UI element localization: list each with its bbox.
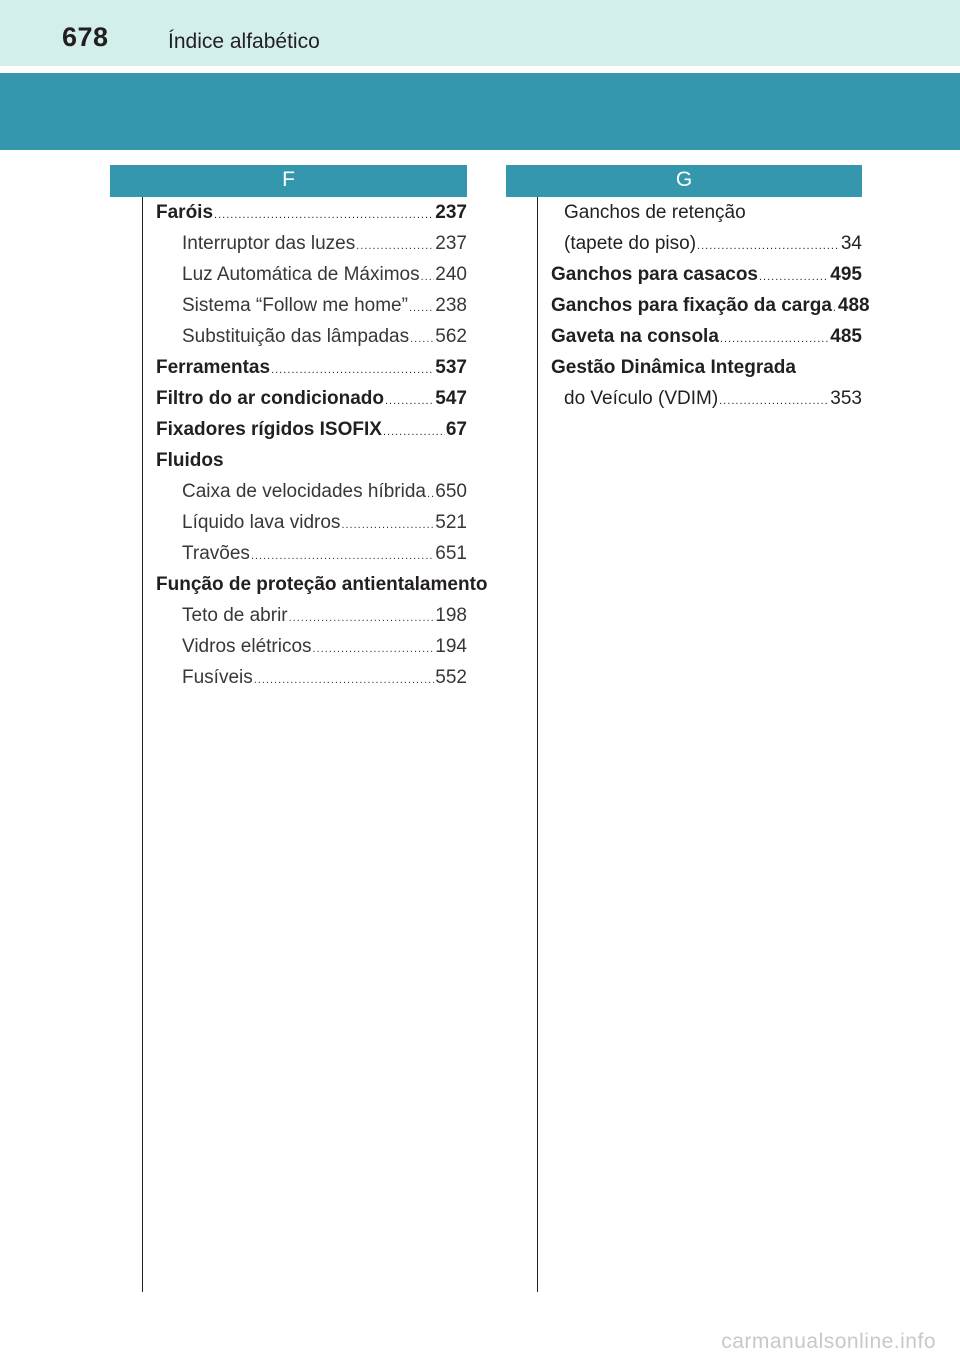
entry-label: Interruptor das luzes [182, 233, 356, 254]
dot-leader [356, 231, 434, 262]
dot-leader [341, 510, 434, 541]
dot-leader [427, 479, 434, 510]
entry-page-number: 562 [435, 326, 467, 347]
dot-leader [409, 293, 434, 324]
header-bar [0, 0, 960, 66]
entry-page-number: 495 [830, 264, 862, 285]
dot-leader [719, 386, 829, 417]
index-entry [156, 228, 467, 259]
entry-page-number: 353 [830, 388, 862, 409]
entry-page-number: 488 [837, 295, 870, 316]
dot-leader [251, 541, 434, 572]
entry-page-number: 67 [445, 419, 467, 440]
entry-page-number: 238 [435, 295, 467, 316]
dot-leader [697, 231, 840, 262]
entry-label: Fixadores rígidos ISOFIX [156, 419, 382, 440]
entry-label: Travões [182, 543, 250, 564]
index-entry [156, 290, 467, 321]
entry-page-number: 240 [435, 264, 467, 285]
dot-leader [271, 355, 434, 386]
entry-label: Sistema “Follow me home” [182, 295, 408, 316]
entry-label: Ferramentas [156, 357, 271, 378]
page-number: 678 [62, 22, 109, 52]
entry-label: Filtro do ar condicionado [156, 388, 384, 409]
page-title: Índice alfabético [168, 30, 320, 53]
dot-leader [720, 324, 829, 355]
entry-page-number: 194 [435, 636, 467, 657]
entry-label: Luz Automática de Máximos [182, 264, 420, 285]
entry-page-number: 547 [435, 388, 467, 409]
index-entry [551, 259, 862, 290]
entry-label: Ganchos para casacos [551, 264, 758, 285]
entry-page-number: 521 [435, 512, 467, 533]
entry-label: Teto de abrir [182, 605, 288, 626]
index-entry [156, 321, 467, 352]
index-entry [551, 352, 862, 383]
index-entry [156, 662, 467, 693]
section-header-g: G [506, 165, 862, 197]
dot-leader [383, 417, 445, 448]
index-entry [156, 259, 467, 290]
entry-label: Fluidos [156, 450, 224, 471]
entry-page-number: 34 [840, 233, 862, 254]
index-entry [156, 600, 467, 631]
index-entry [156, 414, 467, 445]
index-entry [551, 290, 870, 321]
index-column-g [551, 197, 870, 414]
entry-label: Substituição das lâmpadas [182, 326, 410, 347]
dot-leader [759, 262, 829, 293]
column-rule-f [142, 197, 143, 1292]
index-column-f [156, 197, 488, 693]
entry-page-number: 485 [830, 326, 862, 347]
entry-page-number: 237 [435, 233, 467, 254]
dot-leader [410, 324, 434, 355]
index-entry [156, 383, 467, 414]
entry-page-number: 650 [435, 481, 467, 502]
watermark: carmanualsonline.info [721, 1330, 936, 1353]
index-entry [551, 383, 862, 414]
index-entry [156, 352, 467, 383]
column-rule-g [537, 197, 538, 1292]
dot-leader [833, 293, 837, 324]
index-entry [156, 569, 488, 600]
entry-label: (tapete do piso) [564, 233, 697, 254]
entry-label: Fusíveis [182, 667, 253, 688]
entry-label: do Veículo (VDIM) [564, 388, 719, 409]
index-entry [551, 197, 862, 228]
index-entry [551, 228, 862, 259]
dot-leader [289, 603, 435, 634]
dot-leader [313, 634, 435, 665]
entry-label: Vidros elétricos [182, 636, 312, 657]
dot-leader [385, 386, 434, 417]
entry-label: Faróis [156, 202, 214, 223]
entry-page-number: 552 [435, 667, 467, 688]
entry-page-number: 651 [435, 543, 467, 564]
index-entry [156, 445, 467, 476]
entry-label: Ganchos de retenção [564, 202, 746, 223]
entry-label: Caixa de velocidades híbrida [182, 481, 426, 502]
dot-leader [421, 262, 435, 293]
dot-leader [214, 200, 434, 231]
dot-leader [254, 665, 435, 696]
entry-label: Líquido lava vidros [182, 512, 341, 533]
entry-label: Função de proteção antientalamento [156, 574, 488, 595]
entry-label: Gestão Dinâmica Integrada [551, 357, 796, 378]
header-band [0, 73, 960, 150]
index-entry [156, 197, 467, 228]
entry-page-number: 237 [435, 202, 467, 223]
section-header-f: F [110, 165, 467, 197]
index-entry [551, 321, 862, 352]
index-entry [156, 476, 467, 507]
index-entry [156, 631, 467, 662]
index-entry [156, 538, 467, 569]
entry-label: Ganchos para fixação da carga [551, 295, 832, 316]
entry-page-number: 198 [435, 605, 467, 626]
entry-label: Gaveta na consola [551, 326, 719, 347]
entry-page-number: 537 [435, 357, 467, 378]
index-entry [156, 507, 467, 538]
